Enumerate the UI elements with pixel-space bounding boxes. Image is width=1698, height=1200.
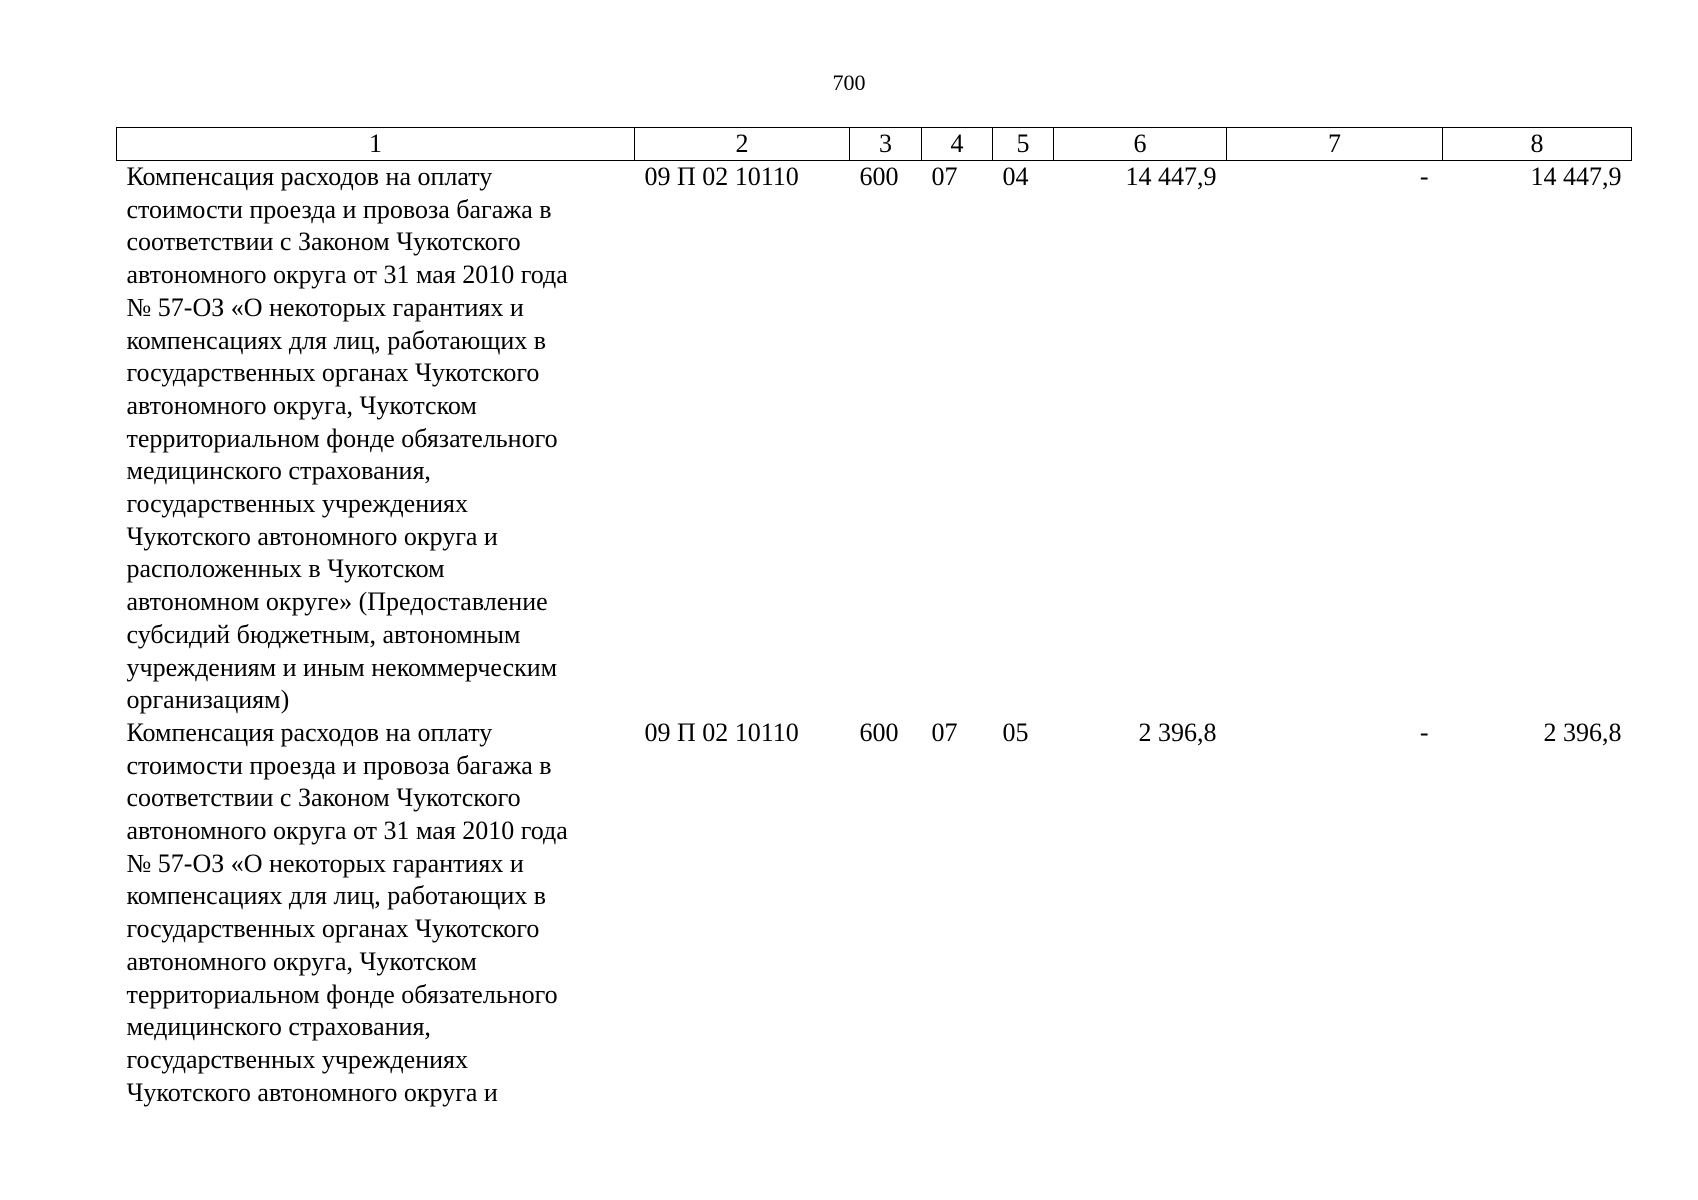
budget-table [116, 127, 1632, 1109]
row-col3-cell: 600 [859, 162, 899, 191]
header-col-3: 3 [850, 128, 922, 161]
row-col3-cell: 600 [859, 717, 899, 747]
row-col4-cell: 07 [931, 162, 958, 191]
name-line: государственных органах Чукотского [126, 358, 540, 388]
row-code-cell: 09 П 02 10110 [644, 717, 799, 747]
name-line: № 57-ОЗ «О некоторых гарантиях и [126, 292, 524, 322]
name-line: автономного округа от 31 мая 2010 года [126, 260, 568, 290]
name-line: соответствии с Законом Чукотского [126, 783, 521, 813]
name-line: организациям) [126, 685, 290, 715]
name-line: субсидий бюджетным, автономным [126, 619, 521, 649]
header-col-1: 1 [117, 128, 635, 161]
row-name-cell [117, 717, 635, 1109]
name-line: государственных органах Чукотского [126, 914, 540, 944]
name-line: Чукотского автономного округа и [126, 521, 498, 551]
name-line: автономного округа, Чукотском [126, 946, 477, 976]
header-row [117, 128, 1632, 161]
row-code-cell: 09 П 02 10110 [644, 162, 799, 191]
name-line: стоимости проезда и провоза багажа в [126, 194, 552, 224]
name-line: территориальном фонде обязательного [126, 979, 558, 1009]
name-line: Чукотского автономного округа и [126, 1077, 498, 1107]
name-line: государственных учреждениях [126, 489, 468, 519]
header-col-7: 7 [1227, 128, 1443, 161]
name-line: Компенсация расходов на оплату [126, 717, 493, 747]
header-col-8: 8 [1443, 128, 1632, 161]
table-body [117, 161, 1632, 1110]
page-number: 700 [832, 70, 866, 95]
header-col-4: 4 [922, 128, 993, 161]
row-col6-cell: 14 447,9 [1125, 162, 1217, 191]
name-line: автономном округе» (Предоставление [126, 587, 548, 617]
name-line: государственных учреждениях [126, 1044, 468, 1074]
header-col-6: 6 [1054, 128, 1227, 161]
name-line: расположенных в Чукотском [126, 554, 445, 584]
name-line: компенсациях для лиц, работающих в [126, 325, 547, 355]
name-line: территориальном фонде обязательного [126, 423, 558, 453]
name-line: № 57-ОЗ «О некоторых гарантиях и [126, 848, 524, 878]
table-row [117, 717, 1632, 1109]
name-line: учреждениям и иным некоммерческим [126, 652, 558, 682]
name-line: компенсациях для лиц, работающих в [126, 881, 547, 911]
row-col5-cell: 04 [1002, 162, 1029, 191]
row-col7-cell: - [1419, 717, 1429, 747]
header-col-2: 2 [635, 128, 850, 161]
row-col5-cell: 05 [1002, 717, 1029, 747]
row-col4-cell: 07 [931, 717, 958, 747]
name-line: стоимости проезда и провоза багажа в [126, 750, 552, 780]
name-line: автономного округа от 31 мая 2010 года [126, 816, 568, 846]
row-col8-cell: 2 396,8 [1543, 717, 1622, 747]
row-col8-cell: 14 447,9 [1530, 162, 1622, 191]
row-col6-cell: 2 396,8 [1138, 717, 1217, 747]
name-line: Компенсация расходов на оплату [126, 162, 493, 191]
table-header [117, 128, 1632, 161]
name-line: медицинского страхования, [126, 1012, 431, 1042]
row-col7-cell: - [1419, 162, 1429, 191]
name-line: соответствии с Законом Чукотского [126, 227, 521, 257]
row-name-cell [117, 161, 635, 717]
name-line: медицинского страхования, [126, 456, 431, 486]
table-row [117, 161, 1632, 717]
header-col-5: 5 [993, 128, 1054, 161]
name-line: автономного округа, Чукотском [126, 390, 477, 420]
